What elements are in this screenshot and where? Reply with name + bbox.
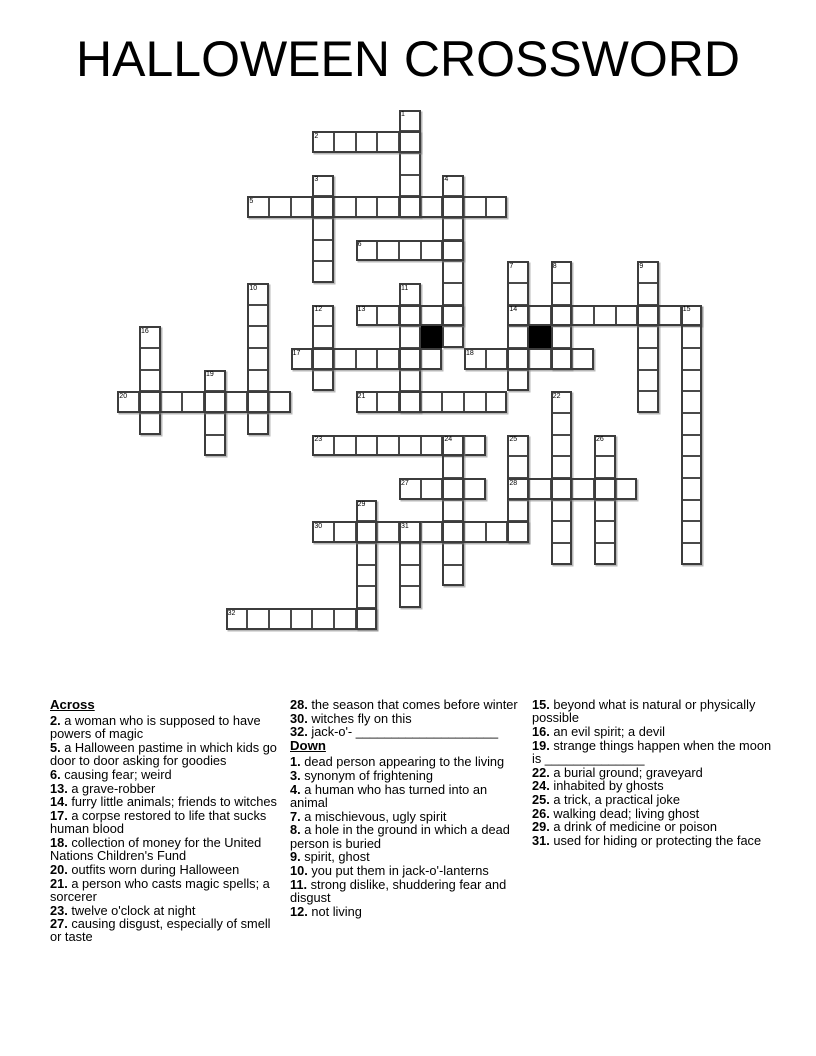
grid-cell-number: 2 [314, 132, 319, 140]
clue-item: 7. a mischievous, ugly spirit [290, 808, 447, 824]
clue-item: 18. collection of money for the United Nations Children's Fund [50, 835, 262, 864]
word-outline [356, 240, 464, 262]
grid-cell-number: 28 [509, 479, 518, 487]
grid-cell-number: 27 [401, 479, 409, 487]
clue-item: 26. walking dead; living ghost [532, 805, 700, 821]
word-outline [312, 131, 420, 153]
clue-number: 12. [290, 903, 308, 919]
clue-column-3 [532, 698, 778, 848]
clue-number: 15. [532, 697, 550, 712]
grid-cell-number: 26 [596, 436, 604, 444]
grid-cell-number: 8 [552, 262, 557, 270]
clue-number: 9. [290, 849, 301, 865]
grid-cell-number: 9 [639, 262, 644, 270]
grid-cell-number: 20 [119, 392, 128, 400]
clue-item: 19. strange things happen when the moon is ______________ [532, 737, 772, 766]
across-header: Across [50, 697, 95, 712]
word-outline [312, 175, 334, 283]
word-outline [681, 305, 703, 565]
clue-number: 2. [50, 713, 61, 729]
clue-number: 7. [290, 808, 301, 824]
clue-item: 8. a hole in the ground in which a dead person is buried [290, 822, 510, 851]
clue-number: 28. [290, 697, 308, 712]
down-header: Down [290, 738, 326, 754]
clue-item: 24. inhabited by ghosts [532, 778, 664, 794]
clue-item: 10. you put them in jack-o'-lanterns [290, 862, 489, 878]
grid-cell-number: 1 [401, 111, 405, 119]
word-outline [204, 370, 226, 457]
clue-item: 2. a woman who is supposed to have powers of magic [50, 713, 261, 742]
clue-item: 28. the season that comes before winter [290, 697, 518, 712]
clue-item: 21. a person who casts magic spells; a sorcerer [50, 875, 270, 904]
grid-cell-number: 5 [249, 197, 254, 205]
clue-item: 9. spirit, ghost [290, 849, 370, 865]
grid-cell-number: 21 [357, 392, 366, 400]
clue-number: 19. [532, 737, 550, 753]
clue-number: 13. [50, 780, 68, 796]
grid-cell-number: 3 [314, 176, 319, 184]
clue-item: 23. twelve o'clock at night [50, 902, 196, 918]
grid-cell-number: 30 [314, 522, 323, 530]
clue-item: 5. a Halloween pastime in which kids go door to door asking for goodies [50, 740, 277, 769]
clue-item: 31. used for hiding or protecting the face [532, 833, 762, 849]
grid-cell-number: 10 [249, 284, 258, 292]
grid-cell-number: 22 [552, 392, 561, 400]
grid-cell-number: 18 [466, 349, 474, 357]
clue-number: 3. [290, 768, 301, 784]
word-outline [312, 521, 529, 543]
clue-number: 11. [290, 876, 308, 892]
word-outline [247, 196, 507, 218]
clue-number: 25. [532, 791, 550, 807]
clue-number: 1. [290, 754, 301, 770]
clue-item: 22. a burial ground; graveyard [532, 764, 703, 780]
page-title: HALLOWEEN CROSSWORD [76, 31, 740, 87]
clue-number: 4. [290, 781, 301, 797]
grid-cell-number: 15 [682, 306, 691, 314]
word-outline [399, 521, 421, 608]
clue-column-1 [50, 698, 280, 944]
clue-number: 27. [50, 916, 68, 932]
clue-item: 32. jack-o'- ____________________ [290, 724, 499, 740]
clue-item: 27. causing disgust, especially of smell or taste [50, 916, 271, 945]
word-outline [356, 305, 464, 327]
clue-number: 16. [532, 723, 550, 739]
word-outline [442, 435, 464, 587]
clue-number: 5. [50, 740, 61, 756]
clue-item: 20. outfits worn during Halloween [50, 861, 240, 877]
grid-cell-number: 31 [401, 522, 409, 530]
clue-number: 31. [532, 833, 550, 849]
word-outline [507, 305, 702, 327]
black-cell [529, 326, 551, 348]
clue-item: 14. furry little animals; friends to witches [50, 794, 277, 810]
clue-number: 8. [290, 822, 301, 838]
clue-number: 26. [532, 805, 550, 821]
word-outline [637, 261, 659, 413]
clue-number: 21. [50, 875, 68, 891]
word-outline [507, 478, 637, 500]
clue-item: 12. not living [290, 903, 362, 919]
clue-number: 17. [50, 808, 68, 824]
word-outline [507, 261, 529, 391]
clue-number: 30. [290, 710, 308, 726]
clue-item: 29. a drink of medicine or poison [532, 819, 717, 835]
word-outline [594, 435, 616, 565]
word-outline [399, 478, 486, 500]
grid-cell-number: 4 [444, 176, 449, 184]
clue-number: 20. [50, 861, 68, 877]
clue-item: 16. an evil spirit; a devil [532, 723, 666, 739]
grid-cell-number: 11 [401, 284, 409, 292]
clue-number: 32. [290, 724, 308, 740]
grid-cell-number: 24 [444, 436, 453, 444]
grid-cell-number: 14 [509, 306, 518, 314]
grid-cell-number: 6 [357, 241, 362, 249]
clue-number: 23. [50, 902, 68, 918]
grid-cell-number: 16 [140, 327, 149, 335]
clue-item: 11. strong dislike, shuddering fear and disgust [290, 876, 507, 905]
grid-cell-number: 23 [314, 436, 323, 444]
clue-item: 4. a human who has turned into an animal [290, 781, 488, 810]
clue-item: 25. a trick, a practical joke [532, 791, 680, 807]
word-outline [291, 348, 443, 370]
grid-cell-number: 12 [314, 306, 323, 314]
clue-number: 10. [290, 862, 308, 878]
clue-number: 22. [532, 764, 550, 780]
clue-number: 29. [532, 819, 550, 835]
clue-number: 18. [50, 835, 68, 851]
clue-item: 1. dead person appearing to the living [290, 754, 505, 770]
word-outline [226, 608, 378, 630]
clue-item: 30. witches fly on this [290, 710, 412, 726]
clue-item: 3. synonym of frightening [290, 768, 433, 784]
grid-cell-number: 32 [227, 609, 236, 617]
clue-item: 15. beyond what is natural or physically possible [532, 697, 756, 726]
word-outline [139, 326, 161, 434]
grid-cell-number: 25 [509, 436, 518, 444]
clue-number: 14. [50, 794, 68, 810]
clue-number: 6. [50, 767, 61, 783]
clue-item: 13. a grave-robber [50, 780, 156, 796]
grid-cell-number: 13 [357, 306, 366, 314]
grid-cell-number: 29 [357, 501, 366, 509]
grid-cell-number: 17 [292, 349, 301, 357]
word-outline [117, 391, 290, 413]
clue-number: 24. [532, 778, 550, 794]
black-cell [421, 326, 443, 348]
clue-column-2 [290, 698, 528, 918]
word-outline [464, 348, 594, 370]
grid-cell-number: 19 [205, 371, 214, 379]
word-outline [356, 391, 508, 413]
grid-cell-number: 7 [509, 262, 514, 270]
clue-item: 17. a corpse restored to life that sucks human blood [50, 808, 267, 837]
clue-item: 6. causing fear; weird [50, 767, 172, 783]
